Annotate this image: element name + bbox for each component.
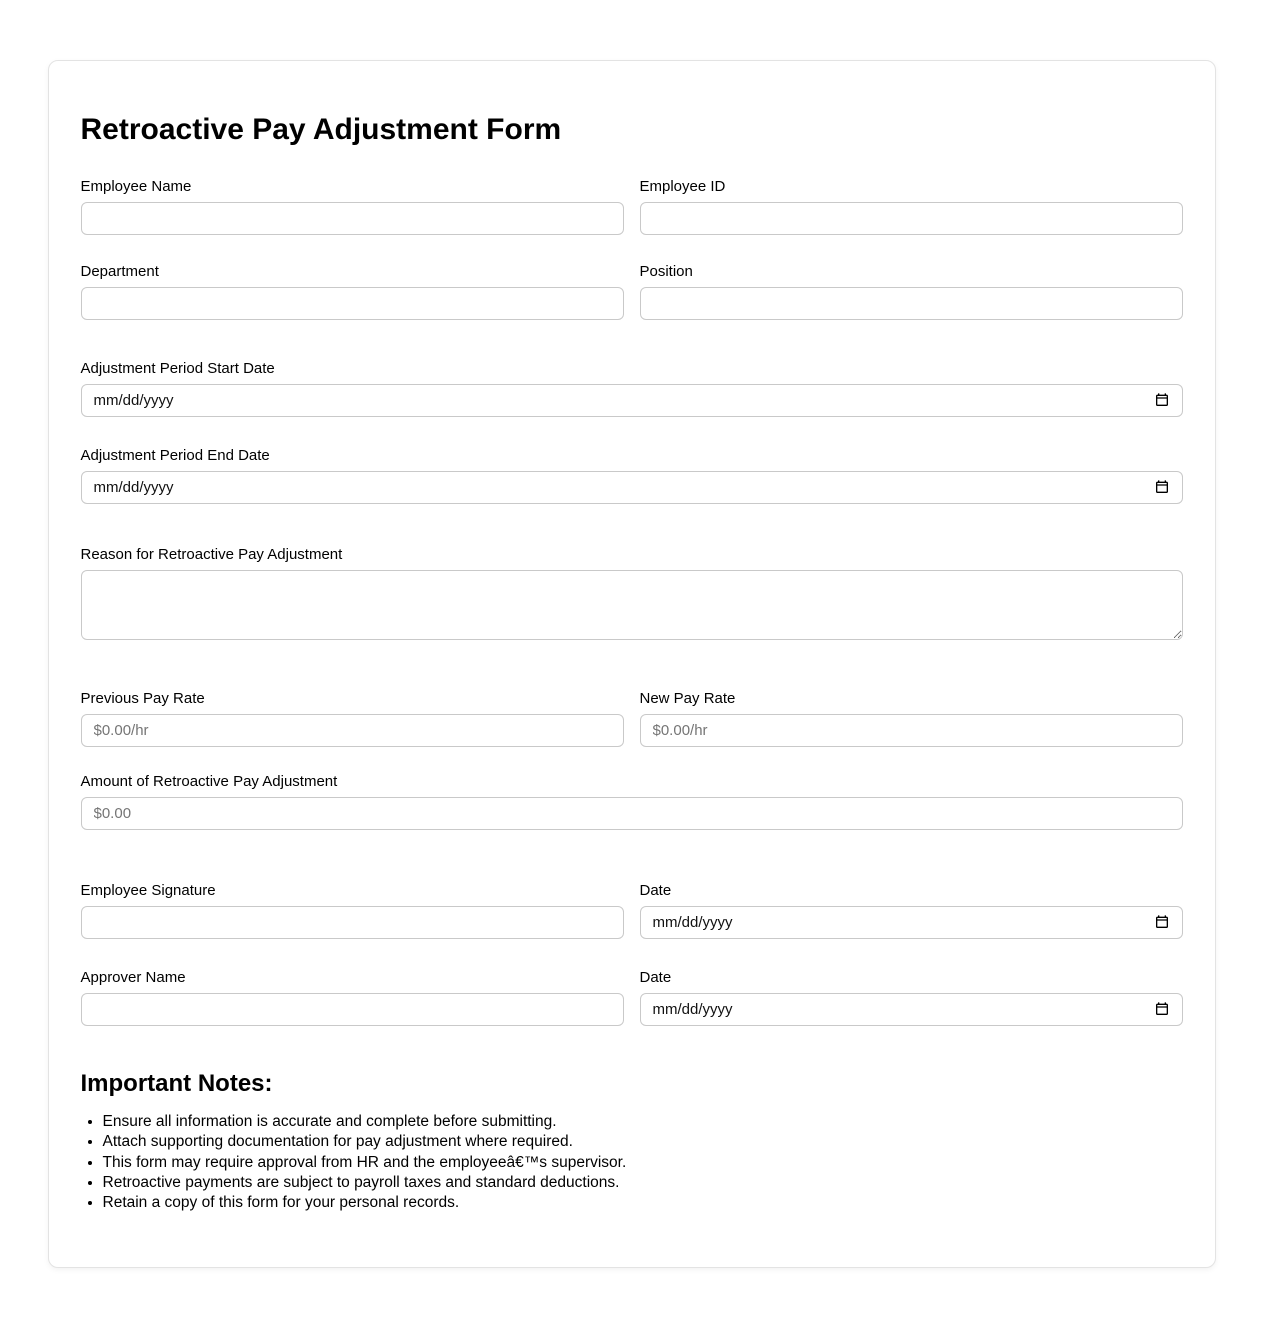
employee-signature-input[interactable] [81,906,624,939]
row-employee [81,178,1183,235]
calendar-icon[interactable] [1154,479,1170,495]
department-field-group [81,263,624,320]
note-item: • Attach supporting documentation for pay adjustment where required. [103,1133,1183,1151]
start-date-label: Adjustment Period Start Date [80,359,275,377]
position-field-group [640,263,1183,320]
employee-signature-date-input[interactable] [640,906,1183,939]
previous-rate-label: Previous Pay Rate [80,689,205,707]
reason-textarea[interactable] [81,570,1183,640]
employee-signature-date-label: Date [639,881,672,899]
department-input[interactable] [81,287,624,320]
amount-field-group [81,773,1183,830]
employee-id-field-group [640,178,1183,235]
approver-name-label: Approver Name [80,968,186,986]
employee-id-input[interactable] [640,202,1183,235]
notes-list [81,1113,1183,1212]
note-item: • Retroactive payments are subject to payroll taxes and standard deductions. [103,1174,1183,1192]
row-pay-rates [81,690,1183,747]
employee-signature-date-field-group [640,882,1183,939]
new-rate-input[interactable] [640,714,1183,747]
new-rate-label: New Pay Rate [639,689,736,707]
employee-signature-field-group [81,882,624,939]
position-label: Position [639,262,693,280]
employee-name-label: Employee Name [80,177,192,195]
start-date-input[interactable] [81,384,1183,417]
reason-field-group [81,546,1183,640]
previous-rate-field-group [81,690,624,747]
amount-label: Amount of Retroactive Pay Adjustment [80,772,338,790]
form-title: Retroactive Pay Adjustment Form [80,113,562,146]
row-department [81,263,1183,320]
note-item: • This form may require approval from HR and the employeeâ€™s supervisor. [103,1154,1183,1172]
employee-id-label: Employee ID [639,177,726,195]
form-card [48,60,1216,1268]
position-input[interactable] [640,287,1183,320]
approver-name-input[interactable] [81,993,624,1026]
end-date-field-group [81,447,1183,504]
employee-name-input[interactable] [81,202,624,235]
employee-name-field-group [81,178,624,235]
calendar-icon[interactable] [1154,1001,1170,1017]
reason-label: Reason for Retroactive Pay Adjustment [80,545,343,563]
employee-signature-label: Employee Signature [80,881,216,899]
row-employee-signature [81,882,1183,939]
approver-date-value: mm/dd/yyyy [652,1000,733,1018]
approver-name-field-group [81,969,624,1026]
note-item: • Retain a copy of this form for your personal records. [103,1194,1183,1212]
note-item: • Ensure all information is accurate and complete before submitting. [103,1113,1183,1131]
calendar-icon[interactable] [1154,914,1170,930]
end-date-value: mm/dd/yyyy [93,478,174,496]
new-rate-field-group [640,690,1183,747]
approver-date-input[interactable] [640,993,1183,1026]
row-approver [81,969,1183,1026]
approver-date-field-group [640,969,1183,1026]
start-date-value: mm/dd/yyyy [93,391,174,409]
department-label: Department [80,262,159,280]
start-date-field-group [81,360,1183,417]
approver-date-label: Date [639,968,672,986]
end-date-input[interactable] [81,471,1183,504]
notes-heading: Important Notes: [80,1069,273,1097]
calendar-icon[interactable] [1154,392,1170,408]
employee-signature-date-value: mm/dd/yyyy [652,913,733,931]
previous-rate-input[interactable] [81,714,624,747]
amount-input[interactable] [81,797,1183,830]
end-date-label: Adjustment Period End Date [80,446,270,464]
